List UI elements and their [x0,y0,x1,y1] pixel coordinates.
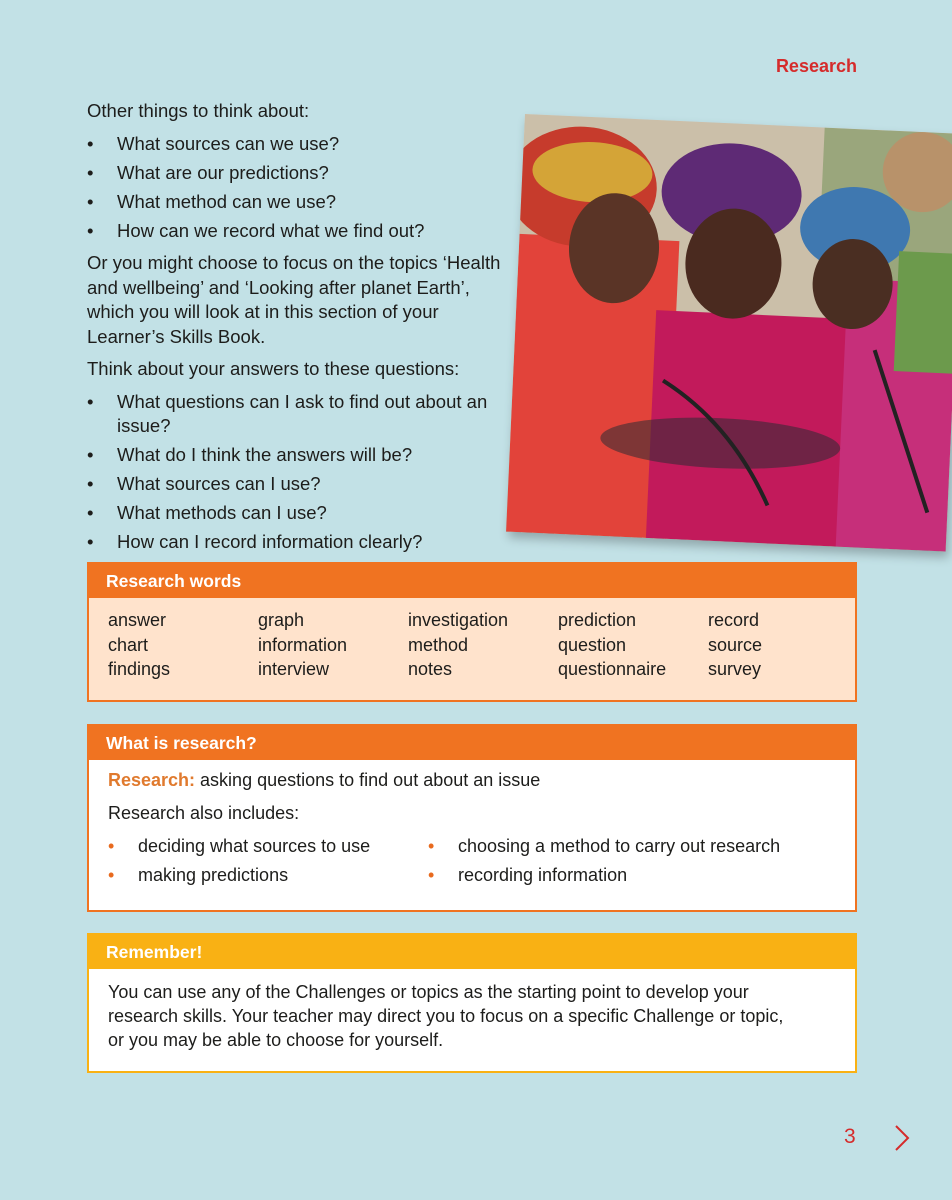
definition-term: Research: [108,770,196,790]
remember-title: Remember! [87,933,857,969]
list-item: • recording information [428,863,848,887]
includes-list [108,834,836,887]
topics-paragraph: Or you might choose to focus on the topics ‘Health and wellbeing’ and ‘Looking after planet Earth’, which you will look at in this section of your Learner’s Skills Book. [87,252,501,347]
word: chart [108,634,149,655]
research-words-grid [89,598,855,682]
photo-illustration [506,114,952,552]
word: findings [108,659,171,679]
questions-list [87,390,507,555]
list-item: • What methods can I use? [87,501,507,526]
research-words-box [87,562,857,702]
list-item: • What are our predictions? [87,161,507,186]
remember-box [87,933,857,1073]
intro-text [87,99,507,563]
list-item: • What method can we use? [87,190,507,215]
list-item: • What do I think the answers will be? [87,443,507,468]
list-item: • How can I record information clearly? [87,530,507,555]
photo-women-weaving [506,114,952,552]
research-definition [108,768,836,792]
intro-heading: Other things to think about: [87,100,310,121]
think-about-list [87,132,507,244]
questions-heading: Think about your answers to these questions: [87,358,460,379]
includes-label: Research also includes: [108,803,300,823]
word: method [408,634,469,655]
what-is-research-title: What is research? [87,724,857,760]
list-item: • making predictions [108,863,428,887]
word: graph [258,610,305,630]
page-number: 3 [844,1125,856,1148]
remember-text: You can use any of the Challenges or topics as the starting point to develop your research skills. Your teacher may direct you to focus on a specific Challenge or topic, or you may be able to choose for yourself. [108,982,784,1050]
what-is-research-box [87,724,857,912]
word: investigation [408,610,509,630]
word: answer [108,610,167,630]
word: record [708,610,760,630]
list-item: • deciding what sources to use [108,834,428,858]
research-words-title: Research words [87,562,857,598]
section-label: Research [775,56,857,76]
word: questionnaire [558,659,667,679]
word: survey [708,659,762,679]
list-item: • What sources can we use? [87,132,507,157]
word: prediction [558,610,637,630]
word: information [258,634,348,655]
word: question [558,634,627,655]
list-item: • How can we record what we find out? [87,219,507,244]
list-item: • What sources can I use? [87,472,507,497]
list-item: • What questions can I ask to find out about an issue? [87,390,507,439]
list-item: • choosing a method to carry out research [428,834,848,858]
what-is-research-body [89,760,855,887]
word: interview [258,659,330,679]
next-page-arrow-icon[interactable] [894,1124,910,1157]
definition-text: asking questions to find out about an issue [195,770,541,790]
word: notes [408,659,453,679]
word: source [708,634,763,655]
